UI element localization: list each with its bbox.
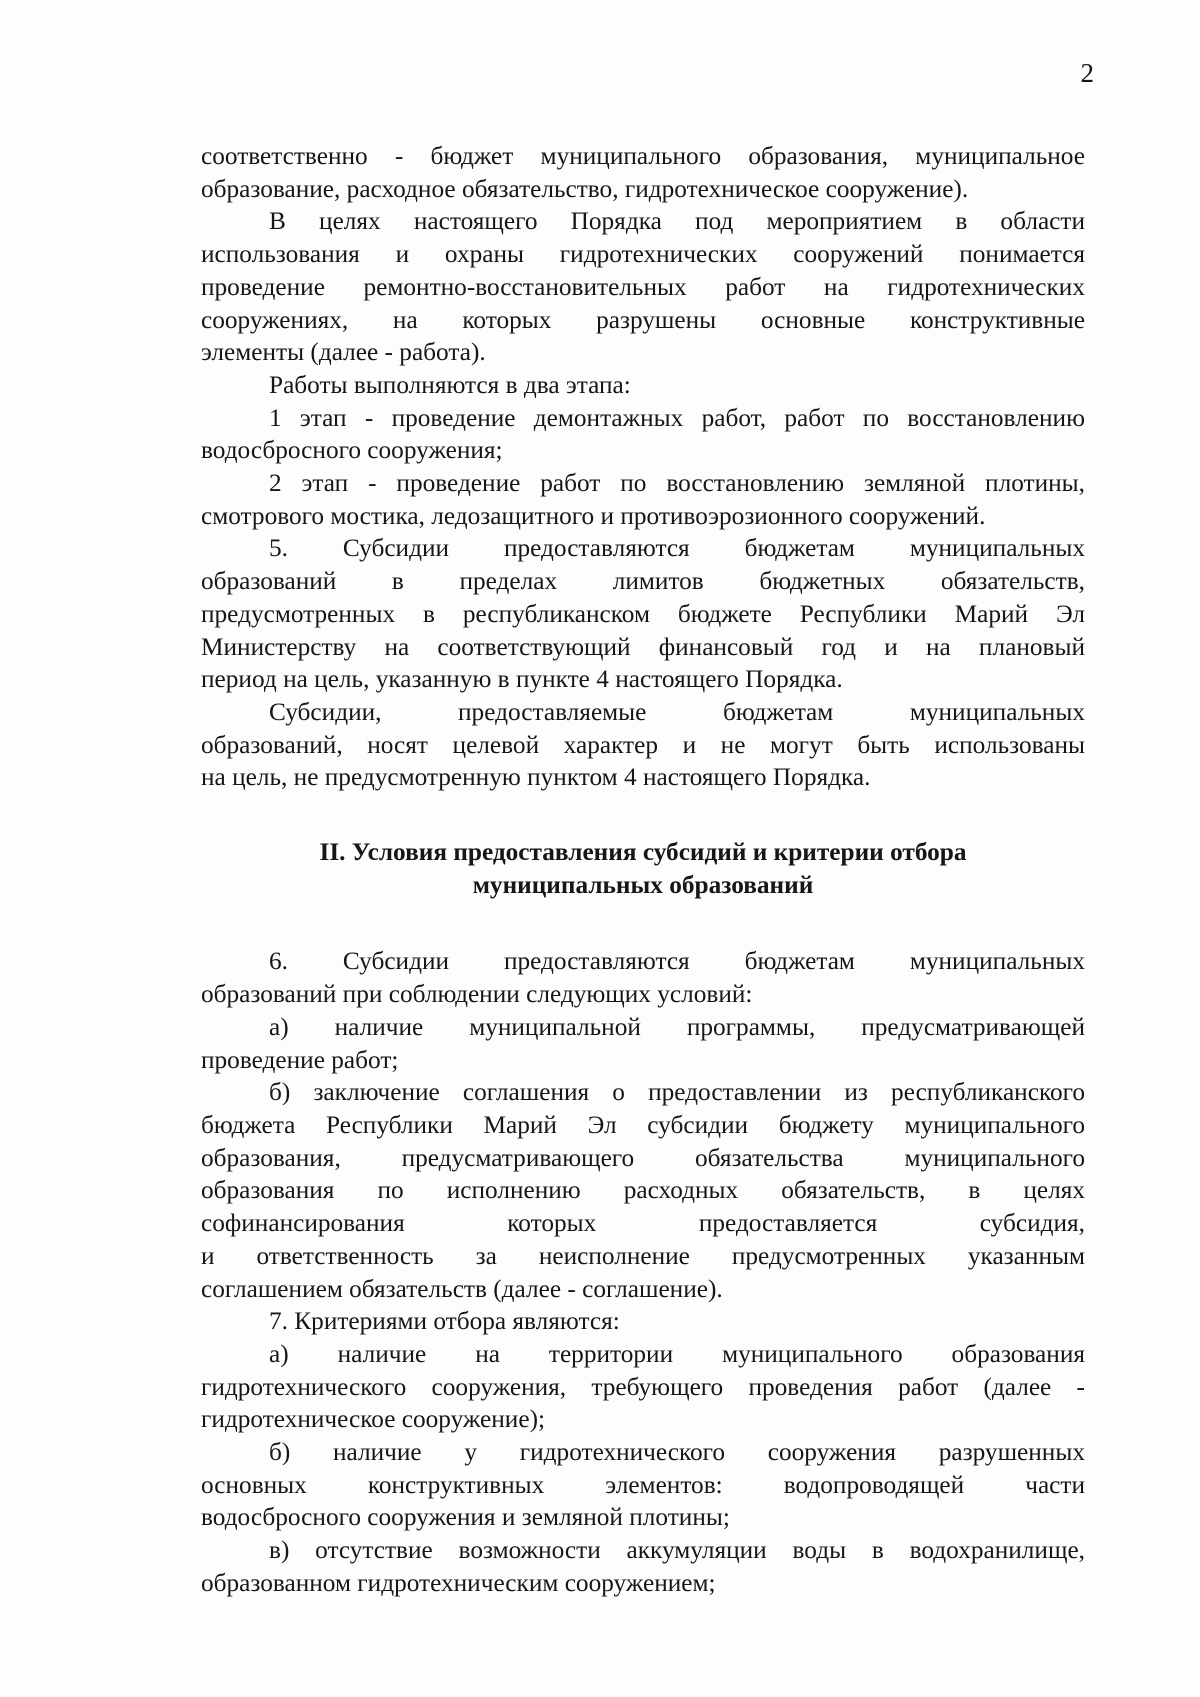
paragraph-line: В целях настоящего Порядка под мероприятием в области	[269, 207, 1085, 236]
paragraph-line: период на цель, указанную в пункте 4 настоящего Порядка.	[201, 665, 843, 694]
section-heading	[201, 836, 1085, 901]
paragraph-line: а) наличие муниципальной программы, предусматривающей	[269, 1012, 1085, 1041]
paragraph-line: на цель, не предусмотренную пунктом 4 настоящего Порядка.	[201, 763, 871, 792]
paragraph-line: б) наличие у гидротехнического сооружения разрушенных	[269, 1438, 1085, 1467]
paragraph-line: 6. Субсидии предоставляются бюджетам муниципальных	[269, 947, 1085, 976]
paragraph-line: водосбросного сооружения;	[201, 436, 503, 465]
paragraph-line: образования, предусматривающего обязательства муниципального	[201, 1143, 1085, 1172]
paragraph-line: водосбросного сооружения и земляной плотины;	[201, 1503, 730, 1532]
paragraph-line: смотрового мостика, ледозащитного и противоэрозионного сооружений.	[201, 501, 986, 530]
paragraph-line: а) наличие на территории муниципального образования	[269, 1339, 1085, 1368]
paragraph-line: Работы выполняются в два этапа:	[269, 370, 631, 399]
paragraph-line: образования по исполнению расходных обязательств, в целях	[201, 1176, 1085, 1205]
paragraph-line: элементы (далее - работа).	[201, 338, 486, 367]
paragraph-line: сооружениях, на которых разрушены основные конструктивные	[201, 305, 1085, 334]
paragraph-line: предусмотренных в республиканском бюджете Республики Марий Эл	[201, 599, 1085, 628]
section-heading-line: муниципальных образований	[472, 870, 814, 899]
paragraph-line: 5. Субсидии предоставляются бюджетам муниципальных	[269, 534, 1085, 563]
paragraph-line: основных конструктивных элементов: водопроводящей части	[201, 1470, 1085, 1499]
paragraph-line: б) заключение соглашения о предоставлении из республиканского	[269, 1078, 1085, 1107]
paragraph-line: бюджета Республики Марий Эл субсидии бюджету муниципального	[201, 1110, 1085, 1139]
paragraph-line: гидротехническое сооружение);	[201, 1405, 546, 1434]
section-conditions-text	[201, 945, 1085, 1599]
paragraph-line: соглашением обязательств (далее - соглашение).	[201, 1274, 723, 1303]
section-intro-text	[201, 140, 1085, 794]
paragraph-line: образований, носят целевой характер и не могут быть использованы	[201, 730, 1085, 759]
paragraph-line: проведение работ;	[201, 1045, 399, 1074]
paragraph-line: соответственно - бюджет муниципального образования, муниципальное	[201, 142, 1085, 170]
paragraph-line: Министерству на соответствующий финансовый год и на плановый	[201, 632, 1085, 661]
paragraph-line: 7. Критериями отбора являются:	[269, 1307, 620, 1336]
paragraph-line: образование, расходное обязательство, гидротехническое сооружение).	[201, 174, 969, 203]
paragraph-line: софинансирования которых предоставляется субсидия,	[201, 1209, 1085, 1238]
paragraph-line: Субсидии, предоставляемые бюджетам муниципальных	[269, 697, 1085, 726]
paragraph-line: образований при соблюдении следующих условий:	[201, 980, 753, 1009]
paragraph-line: 1 этап - проведение демонтажных работ, работ по восстановлению	[269, 403, 1085, 432]
paragraph-line: в) отсутствие возможности аккумуляции воды в водохранилище,	[269, 1536, 1085, 1565]
document-body	[201, 140, 1085, 1600]
paragraph-line: проведение ремонтно-восстановительных работ на гидротехнических	[201, 272, 1085, 301]
paragraph-line: образованном гидротехническим сооружением;	[201, 1568, 716, 1597]
paragraph-line: образований в пределах лимитов бюджетных обязательств,	[201, 567, 1085, 596]
page-number: 2	[1080, 58, 1094, 88]
paragraph-line: и ответственность за неисполнение предусмотренных указанным	[201, 1241, 1085, 1270]
section-heading-line: II. Условия предоставления субсидий и критерии отбора	[319, 838, 967, 867]
paragraph-line: гидротехнического сооружения, требующего проведения работ (далее -	[201, 1372, 1085, 1401]
paragraph-line: использования и охраны гидротехнических сооружений понимается	[201, 240, 1085, 269]
paragraph-line: 2 этап - проведение работ по восстановлению земляной плотины,	[269, 469, 1085, 498]
